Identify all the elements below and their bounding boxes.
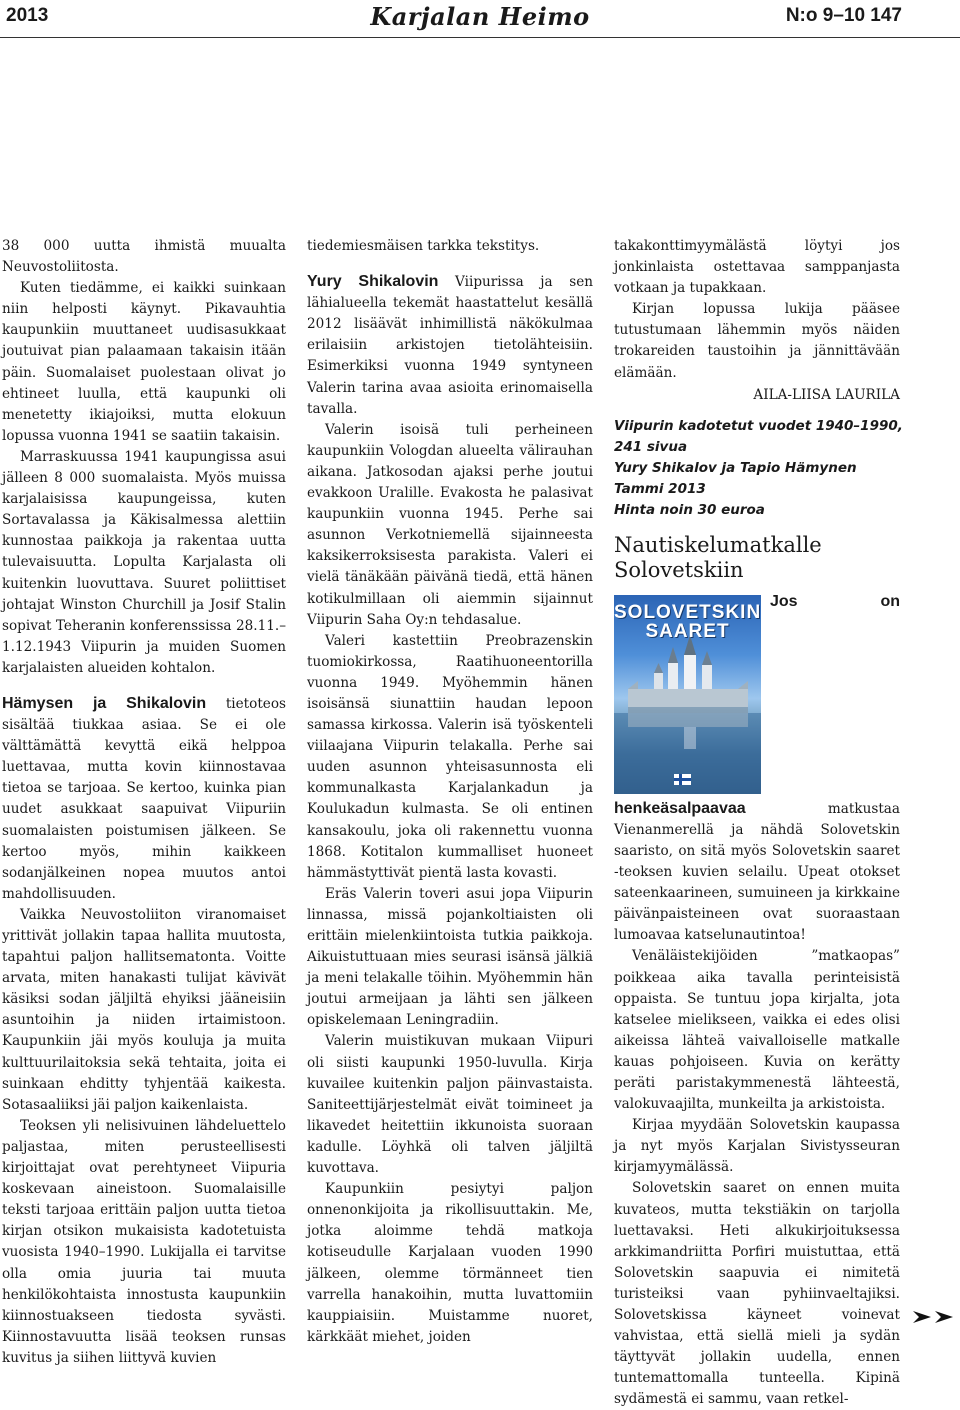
- section-heading: Nautiskelumatkalle Solovetskiin: [614, 532, 822, 582]
- book-info: [614, 416, 903, 521]
- paragraph: Venäläistekijöiden ”matkaopas” poikkeaa aika tavalla perinteisistä oppaista. Se tuntuu jopa kirjalta, jota katselee mielikseen, vaikka ei edes olisi aikeissa lähteä vaivalloiselle matkalle kauas pohjoiseen. Kuvia on kerätty peräti paristakymmenestä lähteestä, valokuvaajilta, munkeilta ja arkistoista.: [614, 948, 900, 1113]
- paragraph: takakonttimyymälästä löytyi jos jonkinlaista ostettavaa samppanjasta votkaan ja tupakkaan.: [614, 238, 900, 297]
- paragraph: 38 000 uutta ihmistä muualta Neuvostoliitosta.: [2, 238, 286, 276]
- header-year: 2013: [6, 5, 49, 26]
- paragraph: [2, 693, 286, 905]
- book-authors: Yury Shikalov ja Tapio Hämynen: [614, 459, 857, 476]
- lead-in: Yury Shikalovin: [307, 273, 439, 291]
- article-column-2: [307, 236, 593, 1348]
- paragraph-text: tietoteos sisältää tiukkaa asiaa. Se ei ole välttämättä kevyttä eikä helppoa luettavaa, mutta kovin kiinnostavaa tietoa se tarjoaa. Se kertoo, kuinka pian uudet asukkaat saapuivat Viipuriin suomalaisten poistumisen jälkeen. Se kertoo myös, mihin kaikkeen sodanjälkeinen nopea muutos antoi mahdollisuuden.: [2, 695, 286, 902]
- paragraph: Kuten tiedämme, ei kaikki suinkaan niin helposti käynyt. Pikavauhtia kaupunkiin muuttaneet uudisasukkaat joutuivat pian palaamaan takaisin itään päin. Suomalaiset puolestaan olivat jo ehtineet luulla, että kaupunki oli menetetty ikiajoiksi, mutta elokuun lopussa vuonna 1941 se saatiin takaisin.: [2, 280, 286, 444]
- header-issue: N:o 9–10 147: [785, 5, 902, 26]
- paragraph: Valeri kastettiin Preobrazenskin tuomiokirkossa, Raatihuoneentorilla vuonna 1949. Myöhemmin hänen isoisänsä siunattiin haudan lepoon samassa kirkossa. Valerin isä työskenteli viilaajana Viipurin telakalla. Perhe sai uuden asunnon yhteisasunnosta eli kommunalkasta Karjalankadun ja Koulukadun kulmasta. Se oli entinen kansakoulu, joka oli rakennettu vuonna 1868. Kotitalon kummalliset huoneet hämmästyttivät pientä lasta kovasti.: [307, 632, 593, 881]
- paragraph: Valerin muistikuvan mukaan Viipuri oli siisti kaupunki 1950-luvulla. Kirja kuvailee kuitenkin paljon päinvastaista. Saniteettijärjestelmät eivät toimineet ja likavedet heitettiin ikkunoista suoraan kadulle. Löyhkä oli talven jäljiltä kuvottava.: [307, 1033, 593, 1177]
- paragraph: Eräs Valerin toveri asui jopa Viipurin linnassa, missä pojankoltiaisten oli erittäin mielenkiintoista tutkia paikkoja. Aikuistuttuaan mies seurasi isänsä jälkiä ja meni telakalle töihin. Myöhemmin hän joutui armeijaan ja lähti sen jälkeen opiskelemaan Leningradiin.: [307, 885, 593, 1029]
- paragraph: Teoksen yli nelisivuinen lähdeluettelo paljastaa, miten perusteellisesti kirjoittajat ovat perehtyneet Viipuria koskevaan aineistoon. Suomalaisille teksti tarjoaa erittäin paljon uutta tietoa kirjan otsikon mukaisista kadotetuista vuosista 1940–1990. Lukijalla ei tarvitse olla omia juuria tai muuta henkilökohtaista innostusta kaupunkiin kiinnostuakseen tiedosta syvästi. Kiinnostavuutta lisää teoksen runsas kuvitus ja siihen liittyvä kuvien: [2, 1117, 286, 1366]
- paragraph: Marraskuussa 1941 kaupungissa asui jälleen 8 000 suomalaista. Myös muissa karjalaisissa kaupungeissa, kuten Sortavalassa ja Käkisalmessa alettiin kunnostaa paikkoja ja rakentaa uutta tulevaisuutta. Lopulta Karjalasta oli kuitenkin luovuttava. Suuret poliittiset johtajat Winston Churchill ja Josif Stalin sopivat Teheranin konferenssissa 28.11.–1.12.1943 Viipurin ja muiden Suomen karjalaisten alueiden kohtalon.: [2, 448, 286, 676]
- book-publisher: Tammi 2013: [614, 480, 706, 497]
- paragraph: Solovetskin saaret on ennen muita kuvateos, mutta tekstiäkin on tarjolla luettavaksi. Heti alkukirjoituksessa arkkimandriitta Porfiri muistuttaa, että Solovetskin saapuvia ei nimitetä turisteiksi vaan pyhiinvaeltajiksi. Solovetskissa käyneet voinevat vahvistaa, että siellä mieli ja sydän täyttyvät jollakin uudella, ennen tuntemattomalla tunteella. Kipinä sydämestä ei sammu, vaan retkel-: [614, 1180, 900, 1408]
- header-rule: [0, 37, 960, 38]
- page-header: [0, 0, 960, 38]
- paragraph: [307, 271, 593, 420]
- paragraph: tiedemiesmäisen tarkka tekstitys.: [307, 238, 540, 254]
- lead-in: Hämysen ja Shikalovin: [2, 694, 207, 712]
- paragraph-text: Viipurissa ja sen lähialueella tekemät haastattelut kesällä 2012 lisäävät inhimillistä näkökulmaa erilaisiin arkistojen tietolähteisiin. Esimerkiksi vuonna 1949 syntyneen Valerin tarina avaa asioita erinomaisella tavalla.: [307, 274, 593, 417]
- paragraph: Vaikka Neuvostoliiton viranomaiset yrittivät jollakin tapaa hallita muutosta, tapahtui paljon hallitsematonta. Voitte arvata, miten hanakasti tulijat kävivät käsiksi sodan jäljiltä ehyiksi jääneisiin asuntoihin ja niiden irtaimistoon. Kaupunkiin jäi myös kouluja ja muita kulttuurilaitoksia sekä tehtaita, joita ei suinkaan ehditty tyhjentää kaikesta. Sotasaaliiksi jäi paljon kaikenlaista.: [2, 906, 286, 1113]
- cover-title-line: SAARET: [645, 620, 730, 642]
- cover-title: [614, 603, 761, 641]
- article-column-1: [2, 236, 286, 1369]
- article-column-3: [614, 236, 903, 1410]
- continue-arrow-icon: [913, 1311, 957, 1323]
- paragraph: Kirjan lopussa lukija pääsee tutustumaan lähemmin myös näiden trokareiden taustoihin ja jännittävään elämään.: [614, 301, 900, 381]
- book-pages: 241 sivua: [614, 438, 688, 455]
- finnish-flag-icon: [674, 774, 691, 785]
- book-price: Hinta noin 30 euroa: [614, 501, 765, 518]
- lead-in: Jos on henkeäsalpaavaa: [614, 592, 900, 817]
- author-signature: AILA-LIISA LAURILA: [753, 386, 900, 403]
- paragraph: Valerin isoisä tuli perheineen kaupunkiin Vologdan alueelta välirauhan aikana. Jatkosodan ajaksi perhe joutui evakkoon Uralille. Evakosta he palasivat kaupunkiin vuonna 1945. Perhe sai asunnon Verkotniemellä sijainneesta kaksikerroksisesta parakista. Valeri ei vielä tänäkään päivänä tiedä, että hänen kotikulmillaan oli aiemmin sijainnut Viipurin Saha Oy:n tehdasalue.: [307, 421, 593, 628]
- paragraph: Kaupunkiin pesiytyi paljon onnenonkijoita ja rikollisuuttakin. Me, jotka aloimme tehdä matkoja kotiseudulle Karjalaan vuoden 1990 jälkeen, olemme törmänneet tien varrella hanakoihin, mutta luvattomiin kauppiaisiin. Muistamme nuoret, kärkkäät miehet, joiden: [307, 1181, 593, 1345]
- publication-title: Karjalan Heimo: [370, 2, 590, 31]
- paragraph-text: matkustaa Vienanmerellä ja nähdä Solovetskin saaristo, on sitä myös Solovetskin saaret -teoksen kuvien selailu. Upeat otokset sateenkaarineen, sumuineen ja kirkkaine päivänpaisteineen ovat suoraastaan lumoavaa katselunautintoa!: [614, 800, 900, 944]
- book-title: Viipurin kadotetut vuodet 1940–1990,: [614, 417, 903, 434]
- paragraph: Kirjaa myydään Solovetskin kaupassa ja nyt myös Karjalan Sivistysseuran kirjamyymälässä.: [614, 1117, 900, 1176]
- cover-title-line: SOLOVETSKIN: [614, 601, 762, 623]
- book-cover-image: [614, 595, 761, 794]
